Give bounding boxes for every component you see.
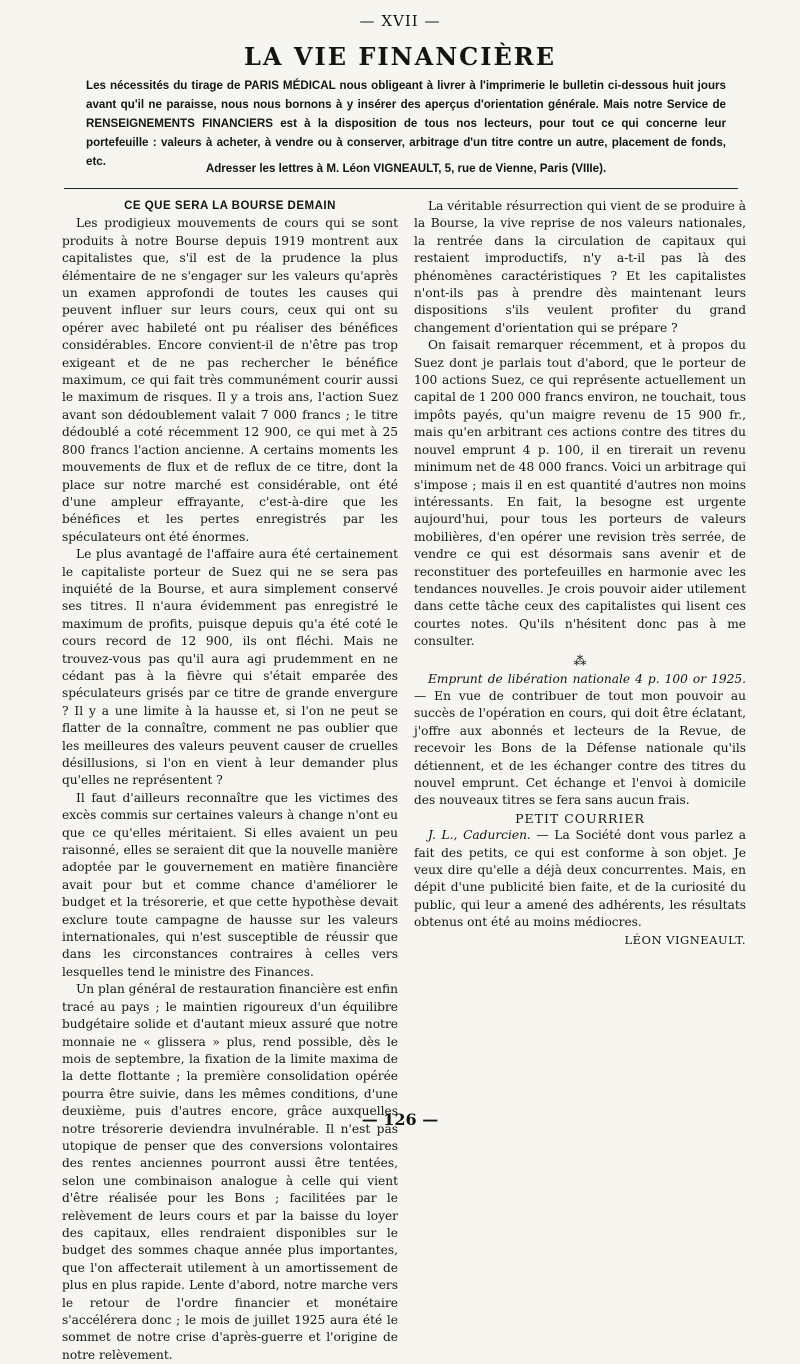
page-title: LA VIE FINANCIÈRE — [244, 42, 556, 71]
column-right — [414, 198, 746, 949]
reader-name: J. L., Cadurcien. — [428, 828, 531, 843]
emprunt-body: — En vue de contribuer de tout mon pouvoir au succès de l'opération en cours, qui doit être éclatant, j'offre aux abonnés et lecteurs de la Revue, de recevoir les Bons de la Défense nationale qu'ils détiennent, et de les échanger contre des titres du nouvel emprunt. Cet échange et l'envoi à domicile des nouveaux titres se fera sans aucun frais. — [414, 688, 746, 808]
contact-address: Adresser les lettres à M. Léon VIGNEAULT, 5, rue de Vienne, Paris (VIIIe). — [205, 162, 607, 175]
column-left — [62, 198, 398, 1364]
courrier-reply — [414, 827, 746, 931]
emprunt-paragraph — [414, 671, 746, 810]
reply-text: — La Société dont vous parlez a fait des petits, ce qui est conforme à son objet. Je veux dire qu'elle a déjà deux concurrentes. Mais, en dépit d'une publicité bien faite, et de la curiosité du public, qui leur a amené des adhérents, les résultats obtenus ont été au moins médiocres. — [414, 828, 746, 930]
article-paragraph: Le plus avantagé de l'affaire aura été certainement le capitaliste porteur de Suez qui ne se sera pas inquiété de la Bourse, et aura simplement conservé ses titres. Il n'aura évidemment pas enregistré le maximum de profits, puisque depuis qu'a été coté le cours record de 12 900, ils ont fléchi. Mais ne trouvez-vous pas qu'il aura agi prudemment en ne cédant pas à la fièvre qui s'était emparée des spéculateurs grisés par ce titre de grande envergure ? Il y a une limite à la hausse et, si l'on ne peut se flatter de la connaître, comment ne pas oublier que les meilleures des valeurs peuvent causer de cruelles désillusions, si l'on en vient à leur demander plus qu'elles ne représentent ? — [62, 547, 398, 788]
article-paragraph: Il faut d'ailleurs reconnaître que les victimes des excès commis sur certaines valeurs à change n'ont eu que ce qu'elles méritaient. Si elles avaient un peu raisonné, elles se seraient dit que la nouvelle manière adoptée par le gouvernement en matière financière avait pour but et comme chance d'améliorer le budget et la trésorerie, et que cette hypothèse devait exclure toute campagne de hausse sur les valeurs internationales, qui n'est susceptible de réussir que dans les circonstances contraires à celles vers lesquelles tend le ministre des Finances. — [62, 790, 398, 979]
article-heading: CE QUE SERA LA BOURSE DEMAIN — [124, 200, 336, 212]
article-paragraph: On faisait remarquer récemment, et à propos du Suez dont je parlais tout d'abord, que le porteur de 100 actions Suez, ce qui représente actuellement un capital de 1 200 000 francs environ, ne touchait, tous impôts payés, qu'un maigre revenu de 15 900 fr., mais qu'en arbitrant ces actions contre des titres du nouvel emprunt 4 p. 100, il en tirerait un revenu minimum net de 48 000 francs. Voici un arbitrage qui s'impose ; mais il en est quantité d'autres non moins intéressants. En fait, la besogne est urgente aujourd'hui, pour tous les porteurs de valeurs mobilières, d'en opérer une revision très serrée, de vendre ce qui est désormais sans avenir et de reconstituer des portefeuilles en harmonie avec les tendances nouvelles. Je crois pouvoir aider utilement dans cette tâche ceux des capitalistes qui lisent ces courtes notes. Qu'ils n'hésitent donc pas à me consulter. — [414, 338, 746, 649]
article-paragraph: La véritable résurrection qui vient de se produire à la Bourse, la vive reprise de nos valeurs nationales, la rentrée dans la circulation de capitaux qui restaient improductifs, n'y a-t-il pas là des phénomènes caractéristiques ? Et les capitalistes n'ont-ils pas à prendre dès maintenant leurs dispositions s'ils veulent profiter du grand changement d'orientation qui se prépare ? — [414, 199, 746, 335]
section-dinkus: ⁂ — [573, 653, 587, 669]
article-paragraph: Un plan général de restauration financière est enfin tracé au pays ; le maintien rigoureux d'un équilibre budgétaire solide et d'autant mieux assuré que notre monnaie ne « glissera » plus, rend possible, dès le mois de septembre, la fixation de la limite maxima de la dette flottante ; la première consolidation opérée pourra être suivie, dans les mêmes conditions, d'une deuxième, puis d'autres encore, grâce auxquelles notre trésorerie deviendra invulnérable. Il n'est pas utopique de penser que des conversions volontaires des rentes anciennes pourront aussi être tentées, selon une combinaison analogue à celle qui vient d'être réalisée pour les Bons ; facilitées par le relèvement de leurs cours et par la baisse du loyer des capitaux, elles rendraient disponibles sur le budget des sommes chaque année plus importantes, que l'on affecterait utilement à un amortissement de plus en plus rapide. Lente d'abord, notre marche vers le retour de l'ordre financier et monétaire s'accélérera donc ; le mois de juillet 1925 aura été le sommet de notre crise d'après-guerre et l'origine de notre relèvement. — [62, 982, 398, 1362]
intro-notice: Les nécessités du tirage de PARIS MÉDICAL nous obligeant à livrer à l'imprimerie le bulletin ci-dessous huit jours avant qu'il ne paraisse, nous nous bornons à y insérer des aperçus d'orientation générale. Mais notre Service de RENSEIGNEMENTS FINANCIERS est à la disposition de tous nos lecteurs, pour tout ce qui concerne leur portefeuille : valeurs à acheter, à vendre ou à conserver, arbitrage d'un titre contre un autre, placement de fonds, etc. — [86, 79, 726, 168]
emprunt-title: Emprunt de libération nationale 4 p. 100 or 1925. — [428, 671, 746, 686]
page-number: — 126 — — [361, 1110, 439, 1129]
author-signature: LÉON VIGNEAULT. — [624, 932, 746, 947]
page-number-roman: — XVII — — [359, 12, 441, 30]
article-paragraph: Les prodigieux mouvements de cours qui se sont produits à notre Bourse depuis 1919 montrent aux capitalistes que, s'il est de la prudence la plus élémentaire de ne s'engager sur les valeurs qu'après un examen approfondi de toutes les causes qui peuvent influer sur leurs cours, ceux qui ont su opérer avec habileté ont pu réaliser des bénéfices considérables. Encore convient-il de n'être pas trop exigeant et de ne pas rechercher le bénéfice maximum, ce qui fait très communément courir aussi le maximum de risques. Il y a trois ans, l'action Suez avant son dédoublement valait 7 000 francs ; le titre dédoublé a coté récemment 12 900, ce qui met à 25 800 francs l'action ancienne. A certains moments les mouvements de flux et de reflux de ce titre, dont la place sur notre marché est considérable, ont été d'une ampleur effrayante, c'est-à-dire que les bénéfices et les pertes enregistrés par les spéculateurs ont été énormes. — [62, 216, 398, 544]
petit-courrier-heading: PETIT COURRIER — [515, 810, 645, 826]
header-divider — [64, 188, 738, 189]
